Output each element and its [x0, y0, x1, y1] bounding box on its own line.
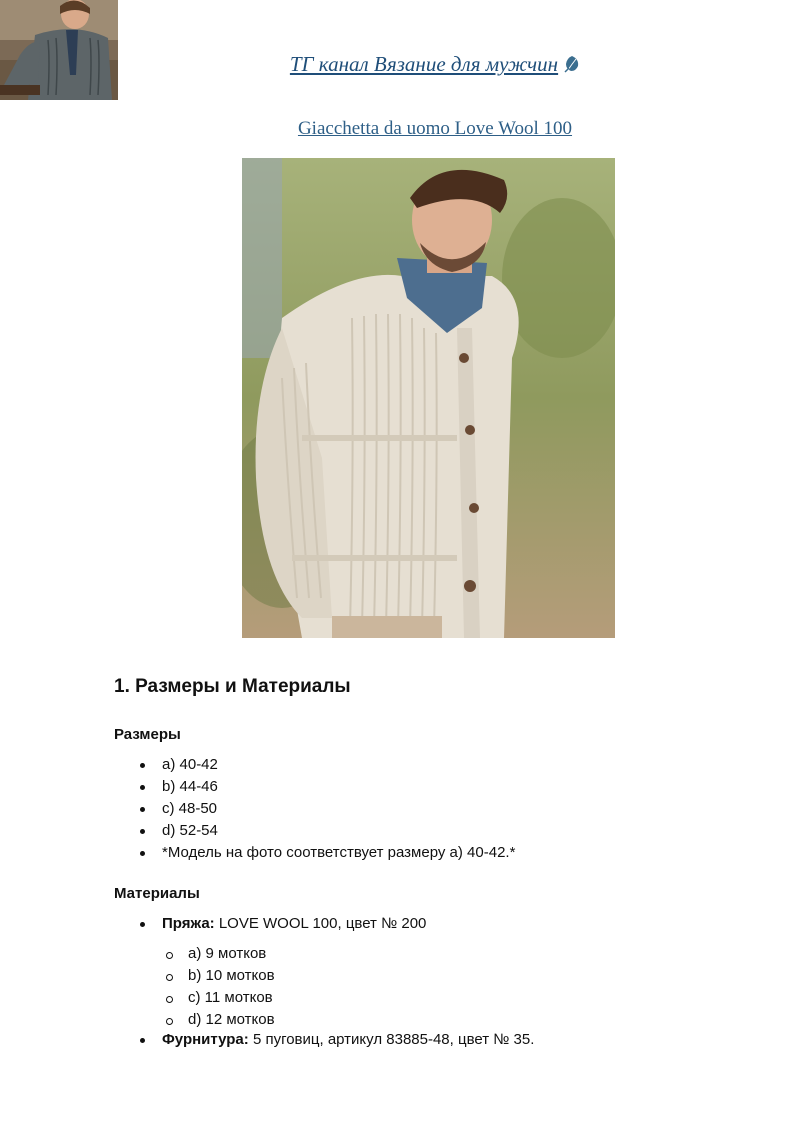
hardware-value: 5 пуговиц, артикул 83885-48, цвет № 35. [252, 1031, 535, 1048]
list-item: c) 48-50 [140, 798, 515, 820]
yarn-item [140, 913, 426, 935]
list-item: c) 11 мотков [166, 987, 275, 1009]
materials-list [140, 913, 426, 935]
bullet-icon [140, 763, 145, 768]
circle-bullet-icon [166, 952, 173, 959]
telegram-channel-link[interactable] [0, 52, 800, 77]
bullet-icon [140, 851, 145, 856]
list-item: b) 10 мотков [166, 965, 275, 987]
circle-bullet-icon [166, 1018, 173, 1025]
list-item: b) 44-46 [140, 776, 515, 798]
bullet-icon [140, 785, 145, 790]
leaf-icon [564, 55, 580, 73]
bullet-icon [140, 807, 145, 812]
pattern-title-link[interactable]: Giacchetta da uomo Love Wool 100 [297, 118, 573, 139]
list-item: *Модель на фото соответствует размеру a) 40-42.* [140, 842, 515, 864]
main-cardigan-photo [242, 158, 615, 638]
hardware-item [140, 1029, 534, 1051]
list-item: a) 9 мотков [166, 943, 275, 965]
bullet-icon [140, 1038, 145, 1043]
corner-thumbnail-photo [0, 0, 118, 100]
telegram-channel-link-text[interactable]: ТГ канал Вязание для мужчин [289, 52, 559, 76]
list-item: d) 12 мотков [166, 1009, 275, 1031]
list-item: d) 52-54 [140, 820, 515, 842]
sizes-heading: Размеры [114, 726, 181, 743]
materials-heading: Материалы [114, 885, 200, 902]
bullet-icon [140, 922, 145, 927]
circle-bullet-icon [166, 996, 173, 1003]
yarn-label: Пряжа: [162, 915, 215, 932]
list-item: a) 40-42 [140, 754, 515, 776]
section-heading: 1. Размеры и Материалы [114, 676, 351, 697]
hardware-label: Фурнитура: [162, 1031, 249, 1048]
yarn-amounts-list [166, 943, 275, 1031]
bullet-icon [140, 829, 145, 834]
sizes-list [140, 754, 515, 864]
circle-bullet-icon [166, 974, 173, 981]
yarn-value: LOVE WOOL 100, цвет № 200 [218, 915, 427, 932]
hardware-list [140, 1029, 534, 1051]
